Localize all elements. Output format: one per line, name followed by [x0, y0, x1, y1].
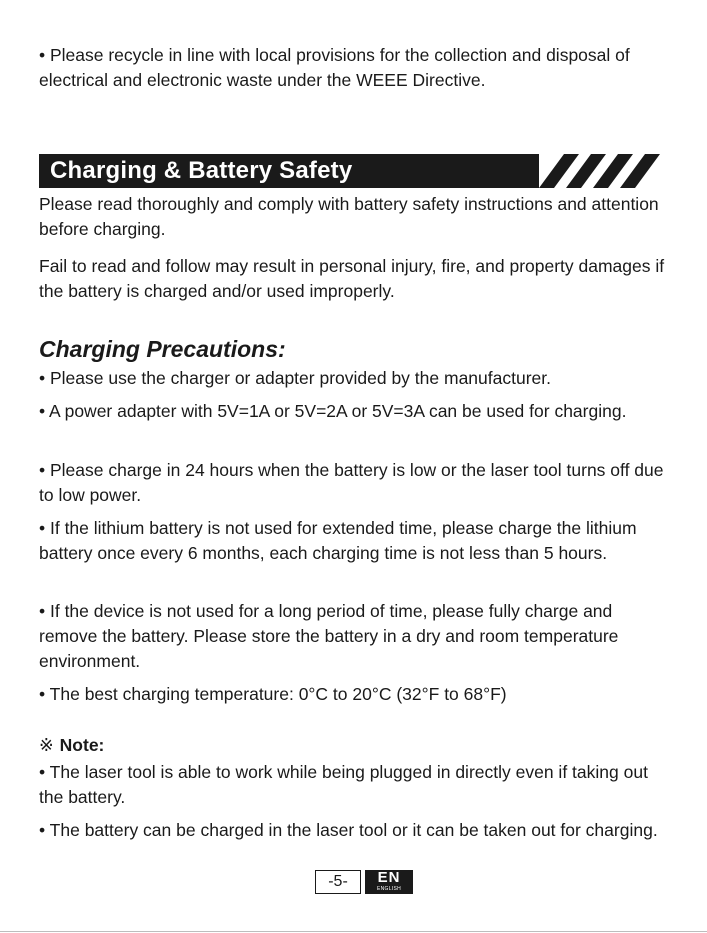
- stripes-decoration: [529, 154, 661, 188]
- note-label: Note:: [59, 735, 105, 755]
- language-name: ENGLISH: [376, 886, 402, 892]
- precaution-item: • If the device is not used for a long period of time, please fully charge and remove the battery. Please store the battery in a dry and room temperature environment.: [39, 601, 619, 671]
- safety-paragraph-1: Please read thoroughly and comply with battery safety instructions and attention before charging.: [39, 194, 659, 239]
- precaution-item: • Please use the charger or adapter provided by the manufacturer.: [39, 368, 551, 388]
- banner-title: Charging & Battery Safety: [50, 157, 353, 184]
- note-item: • The laser tool is able to work while being plugged in directly even if taking out the battery.: [39, 762, 648, 807]
- recycle-paragraph: • Please recycle in line with local provisions for the collection and disposal of electrical and electronic waste under the WEEE Directive.: [39, 45, 630, 90]
- precaution-item: • Please charge in 24 hours when the battery is low or the laser tool turns off due to low power.: [39, 460, 664, 505]
- section-banner: [39, 154, 661, 188]
- note-heading: [39, 733, 104, 758]
- note-item: • The battery can be charged in the laser tool or it can be taken out for charging.: [39, 820, 658, 840]
- language-badge: [365, 870, 413, 894]
- precaution-item: • The best charging temperature: 0°C to 20°C (32°F to 68°F): [39, 684, 507, 704]
- page-number: -5-: [315, 870, 361, 894]
- language-code: EN: [377, 869, 401, 886]
- precaution-item: • If the lithium battery is not used for extended time, please charge the lithium battery once every 6 months, each charging time is not less than 5 hours.: [39, 518, 637, 563]
- reference-mark-icon: ※: [39, 735, 54, 755]
- precaution-item: • A power adapter with 5V=1A or 5V=2A or 5V=3A can be used for charging.: [39, 401, 627, 421]
- safety-paragraph-2: Fail to read and follow may result in personal injury, fire, and property damages if the battery is charged and/or used improperly.: [39, 256, 665, 301]
- bottom-divider: [0, 931, 707, 932]
- precautions-heading: Charging Precautions:: [39, 336, 286, 362]
